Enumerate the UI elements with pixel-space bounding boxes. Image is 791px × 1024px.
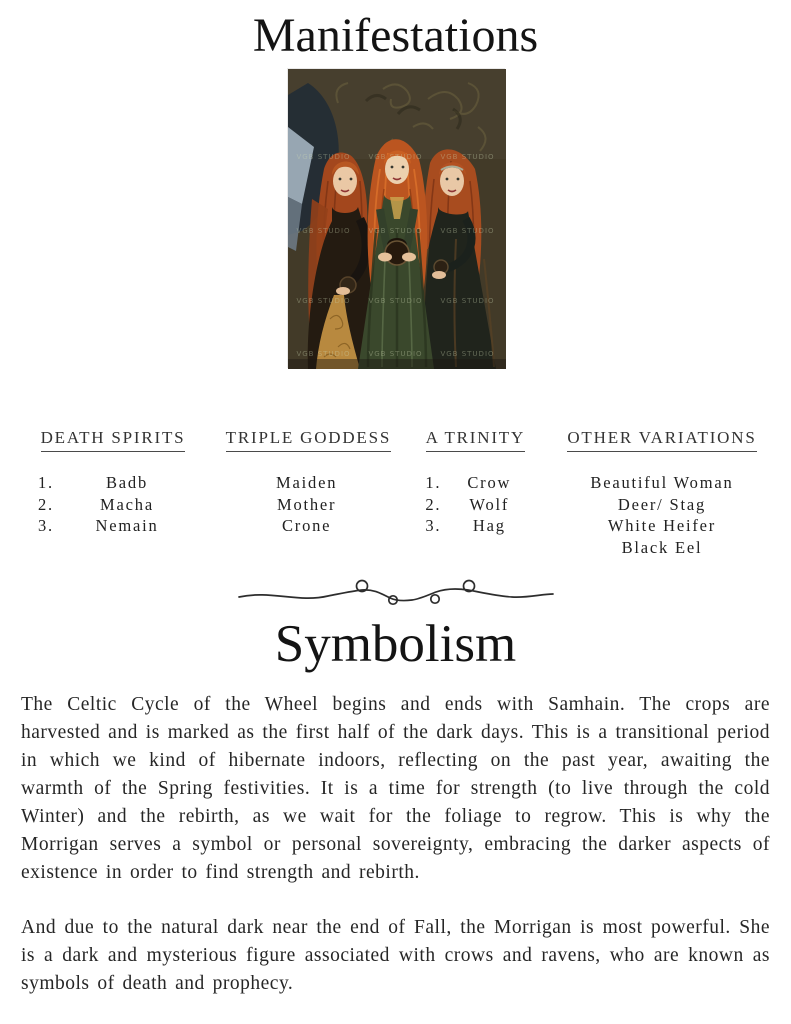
list-item [425, 494, 525, 516]
column-header: OTHER VARIATIONS [563, 428, 761, 452]
column-header: DEATH SPIRITS [38, 428, 188, 452]
item-number: 3. [425, 516, 442, 535]
watermark-text: VGB STUDIO [296, 153, 351, 161]
symbolism-paragraph-1: The Celtic Cycle of the Wheel begins and ends with Samhain. The crops are harvested and is marked as the first half of the dark days. This is a transitional period in which we kind of hibernate indoors, reflecting on the past year, awaiting the warmth of the Spring festivities. It is a time for strength (to live through the cold Winter) and the rebirth, as we wait for the foliage to regrow. This is why the Morrigan serves a symbol or personal sovereignty, embracing the darker aspects of existence in order to find strength and rebirth. [21, 694, 770, 883]
item-label: Maiden [276, 473, 338, 492]
column-header: A TRINITY [425, 428, 525, 452]
symbolism-body [0, 691, 791, 998]
variations-section [0, 428, 791, 558]
squiggle-divider [0, 578, 791, 608]
item-label: Crow [467, 473, 512, 492]
list-item [226, 515, 388, 537]
symbolism-title: Symbolism [274, 615, 517, 673]
variation-column-a-trinity [425, 428, 525, 558]
item-label: Badb [105, 473, 149, 492]
item-number: 3. [38, 516, 54, 535]
triple-goddess-illustration [288, 69, 506, 369]
list-item [425, 515, 525, 537]
watermark-text: VGB STUDIO [368, 227, 423, 235]
list-item [38, 472, 188, 494]
item-label: Nemain [95, 516, 159, 535]
item-label: Wolf [469, 494, 510, 514]
item-label: Deer/ Stag [617, 494, 707, 514]
item-label: White Heifer [607, 516, 717, 535]
symbolism-paragraph-2: And due to the natural dark near the end of Fall, the Morrigan is most powerful. She is a dark and mysterious figure associated with crows and ravens, who are known as symbols of death and prophecy. [21, 917, 770, 994]
list-item [226, 472, 388, 494]
list-item [563, 515, 761, 537]
variation-column-triple-goddess [225, 428, 392, 558]
watermark-text: VGB STUDIO [296, 227, 351, 235]
variation-column-other-variations [563, 428, 761, 558]
triple-goddess-artwork [287, 68, 505, 368]
list-item [226, 494, 388, 516]
item-label: Crone [281, 516, 332, 535]
watermark-text: VGB STUDIO [440, 350, 495, 358]
item-number: 1. [425, 473, 442, 492]
watermark-text: VGB STUDIO [440, 227, 495, 235]
page-title: Manifestations [252, 9, 539, 62]
watermark-text: VGB STUDIO [440, 153, 495, 161]
squiggle-divider-icon [236, 578, 556, 608]
item-label: Hag [472, 516, 506, 535]
item-label: Mother [276, 494, 337, 514]
watermark-text: VGB STUDIO [368, 153, 423, 161]
watermark-text: VGB STUDIO [368, 297, 423, 305]
column-header: TRIPLE GODDESS [226, 428, 388, 452]
list-item [563, 494, 761, 516]
watermark-text: VGB STUDIO [296, 297, 351, 305]
item-label: Macha [100, 494, 154, 514]
watermark-text: VGB STUDIO [296, 350, 351, 358]
watermark-text: VGB STUDIO [440, 297, 495, 305]
list-item [425, 472, 525, 494]
list-item [563, 537, 761, 559]
list-item [563, 472, 761, 494]
item-number: 2. [38, 494, 54, 514]
item-label: Beautiful Woman [590, 473, 734, 492]
item-label: Black Eel [621, 537, 703, 557]
item-number: 2. [425, 494, 442, 514]
watermark-text: VGB STUDIO [368, 350, 423, 358]
list-item [38, 515, 188, 537]
list-item [38, 494, 188, 516]
item-number: 1. [38, 473, 54, 492]
variation-column-death-spirits [38, 428, 188, 558]
